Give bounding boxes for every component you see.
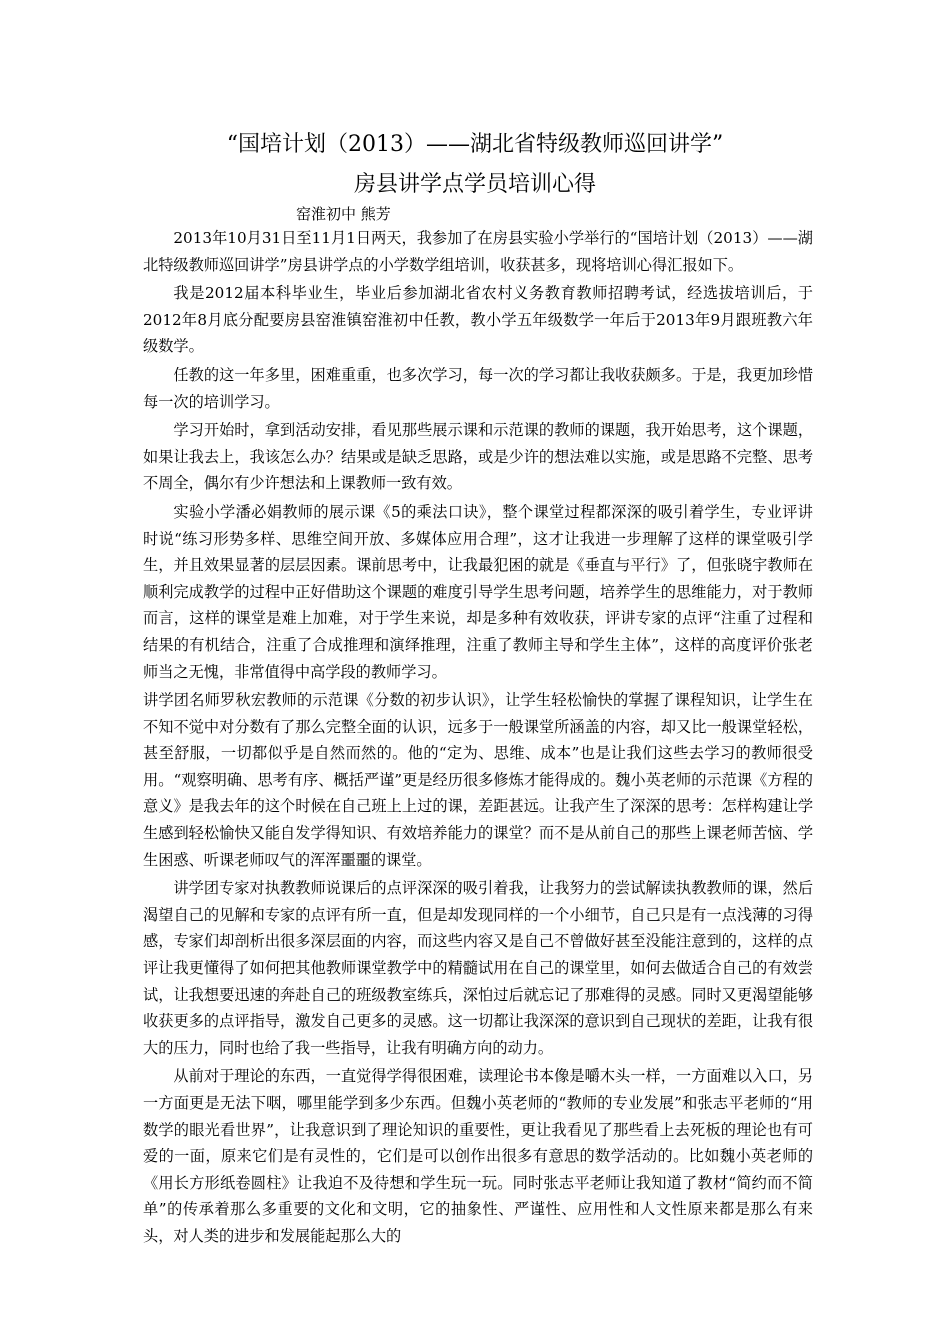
document-body xyxy=(143,225,813,1252)
paragraph: 实验小学潘必娟教师的展示课《5的乘法口诀》，整个课堂过程都深深的吸引着学生，专业评讲时说“练习形势多样、思维空间开放、多媒体应用合理”，这才让我进一步理解了这样的课堂吸引学生，并且效果显著的层层因素。课前思考中，让我最犯困的就是《垂直与平行》了，但张晓宇教师在顺利完成教学的过程中正好借助这个课题的难度引导学生思考问题，培养学生的思维能力，对于教师而言，这样的课堂是难上加难，对于学生来说，却是多种有效收获，评讲专家的点评“注重了过程和结果的有机结合，注重了合成推理和演绎推理，注重了教师主导和学生主体”，这样的高度评价张老师当之无愧，非常值得中高学段的教师学习。 xyxy=(143,502,813,681)
paragraph: 2013年10月31日至11月1日两天，我参加了在房县实验小学举行的“国培计划（2013）——湖北特级教师巡回讲学”房县讲学点的小学数学组培训，收获甚多，现将培训心得汇报如下。 xyxy=(143,229,813,274)
paragraph: 我是2012届本科毕业生，毕业后参加湖北省农村义务教育教师招聘考试，经选拔培训后，于2012年8月底分配要房县窑淮镇窑淮初中任教，教小学五年级数学一年后于2013年9月跟班教六年级数学。 xyxy=(143,284,813,356)
paragraph: 讲学团名师罗秋宏教师的示范课《分数的初步认识》，让学生轻松愉快的掌握了课程知识，让学生在不知不觉中对分数有了那么完整全面的认识，远多于一般课堂所涵盖的内容，却又比一般课堂轻松，甚至舒服，一切都似乎是自然而然的。他的“定为、思维、成本”也是让我们这些去学习的教师很受用。“观察明确、思考有序、概括严谨”更是经历很多修炼才能得成的。魏小英老师的示范课《方程的意义》是我去年的这个时候在自己班上上过的课，差距甚远。让我产生了深深的思考：怎样构建让学生感到轻松愉快又能自发学得知识、有效培养能力的课堂？而不是从前自己的那些上课老师苦恼、学生困惑、听课老师叹气的浑浑噩噩的课堂。 xyxy=(143,691,813,869)
document-title: “国培计划（2013）——湖北省特级教师巡回讲学” xyxy=(226,132,724,157)
paragraph: 学习开始时，拿到活动安排，看见那些展示课和示范课的教师的课题，我开始思考，这个课题，如果让我去上，我该怎么办？结果或是缺乏思路，或是少许的想法难以实施，或是思路不完整、思考不周全，偶尔有少许想法和上课教师一致有效。 xyxy=(143,421,813,493)
document-subtitle: 房县讲学点学员培训心得 xyxy=(353,172,596,197)
paragraph: 任教的这一年多里，困难重重，也多次学习，每一次的学习都让我收获颇多。于是，我更加珍惜每一次的培训学习。 xyxy=(143,365,813,411)
author-line: 窑淮初中 熊芳 xyxy=(296,205,391,223)
paragraph: 讲学团专家对执教教师说课后的点评深深的吸引着我，让我努力的尝试解读执教教师的课，然后渴望自己的见解和专家的点评有所一直，但是却发现同样的一个小细节，自己只是有一点浅薄的习得感，专家们却剖析出很多深层面的内容，而这些内容又是自己不曾做好甚至没能注意到的，这样的点评让我更懂得了如何把其他教师课堂教学中的精髓试用在自己的课堂里，如何去做适合自己的有效尝试，让我想要迅速的奔赴自己的班级教室练兵，深怕过后就忘记了那难得的灵感。同时又更渴望能够收获更多的点评指导，激发自己更多的灵感。这一切都让我深深的意识到自己现状的差距，让我有很大的压力，同时也给了我一些指导，让我有明确方向的动力。 xyxy=(143,879,813,1057)
paragraph: 从前对于理论的东西，一直觉得学得很困难，读理论书本像是嚼木头一样，一方面难以入口，另一方面更是无法下咽，哪里能学到多少东西。但魏小英老师的“教师的专业发展”和张志平老师的“用数学的眼光看世界”，让我意识到了理论知识的重要性，更让我看见了那些看上去死板的理论也有可爱的一面，原来它们是有灵性的，它们是可以创作出很多有意思的数学活动的。比如魏小英老师的《用长方形纸卷圆柱》让我迫不及待想和学生玩一玩。同时张志平老师让我知道了教材“简约而不简单”的传承着那么多重要的文化和文明，它的抽象性、严谨性、应用性和人文性原来都是那么有来头，对人类的进步和发展能起那么大的 xyxy=(143,1067,813,1245)
